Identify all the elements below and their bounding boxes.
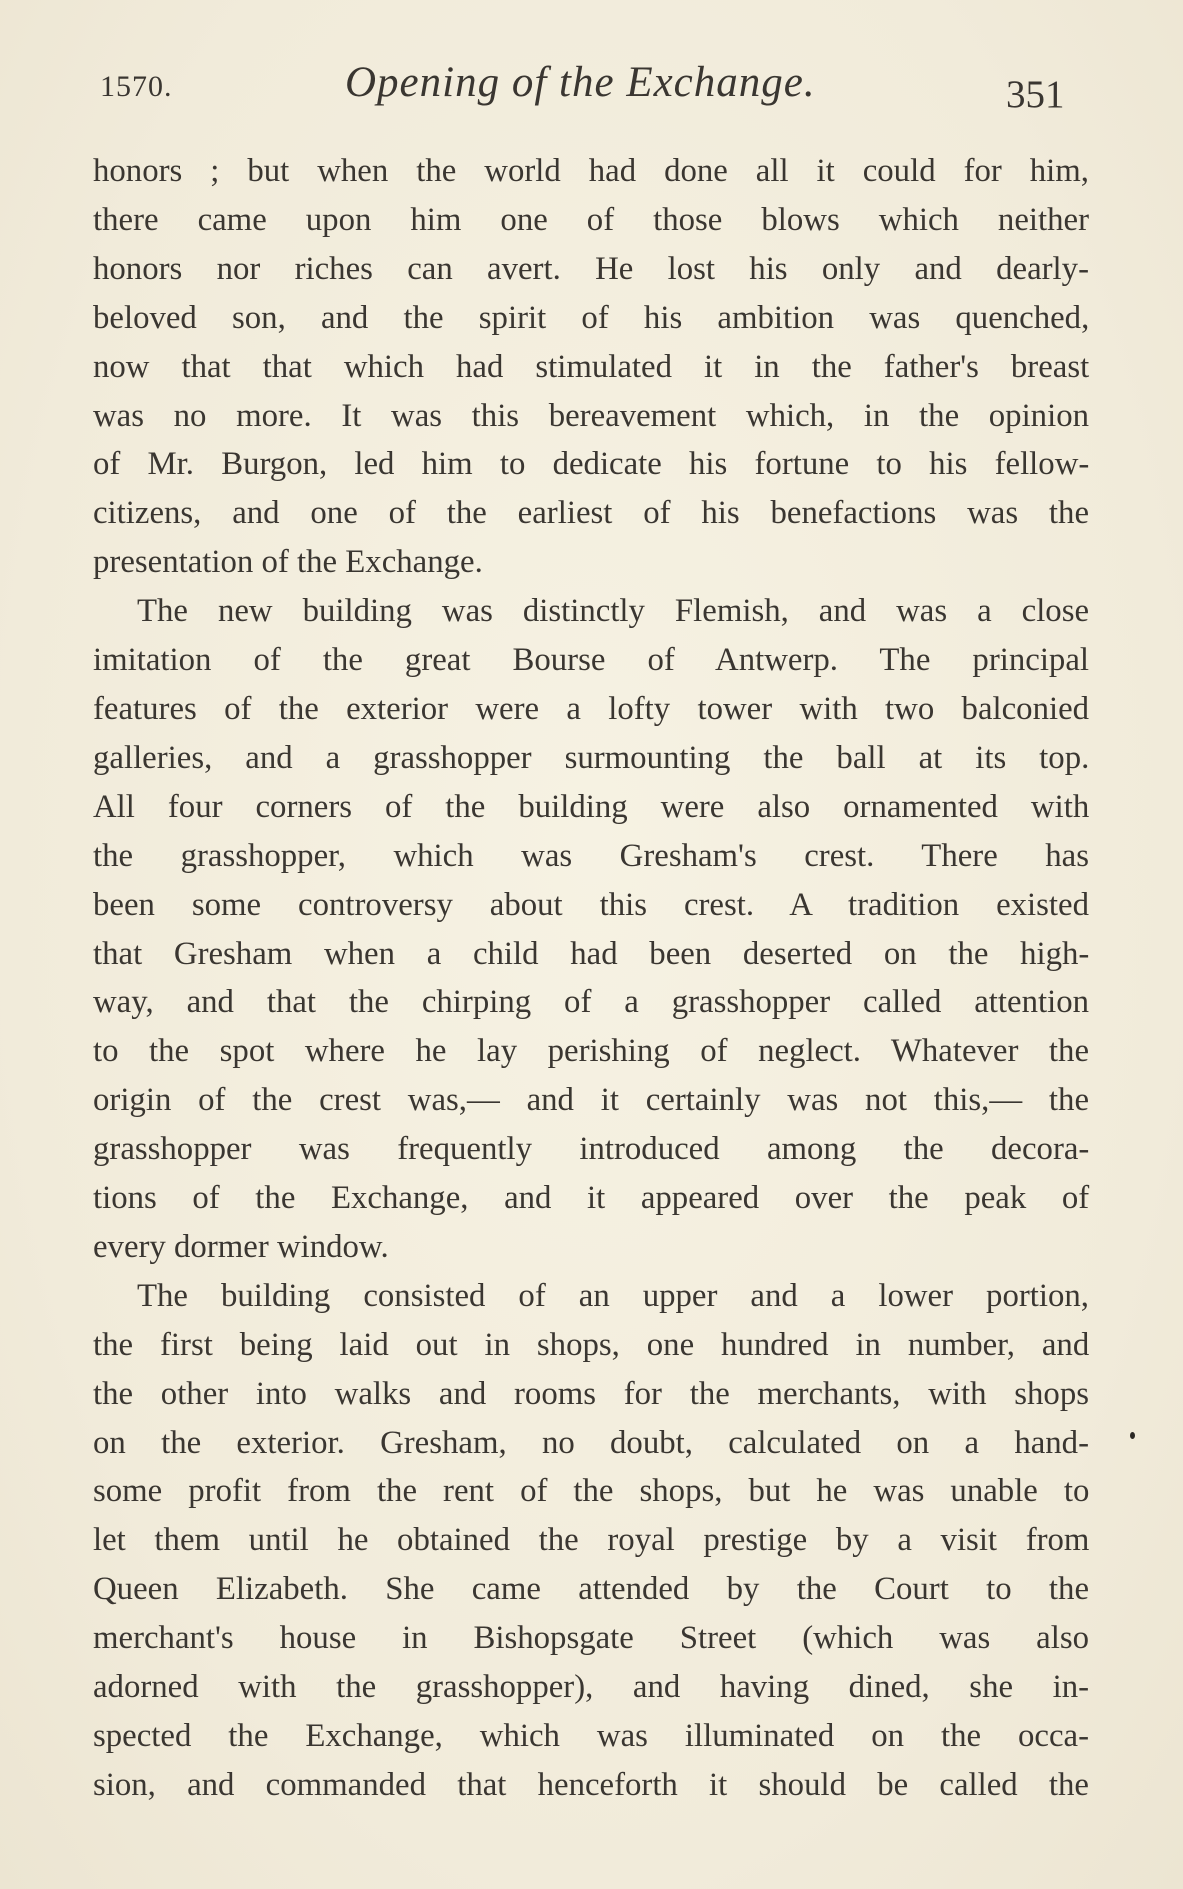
header-year: 1570.: [100, 70, 173, 103]
text-line: The new building was distinctly Flemish, and was a close: [137, 593, 1090, 630]
text-line: spected the Exchange, which was illuminated on the occa-: [93, 1718, 1089, 1754]
text-line: origin of the crest was,— and it certainly was not this,— the: [93, 1082, 1089, 1119]
running-header: [100, 58, 1100, 118]
text-line: was no more. It was this bereavement which, in the opinion: [93, 397, 1089, 434]
text-line: of Mr. Burgon, led him to dedicate his fortune to his fellow-: [93, 446, 1090, 483]
text-line: been some controversy about this crest. A tradition existed: [93, 886, 1089, 923]
text-line: way, and that the chirping of a grasshopper called attention: [93, 984, 1089, 1021]
text-line: Queen Elizabeth. She came attended by the Court to the: [93, 1571, 1089, 1608]
text-line: features of the exterior were a lofty tower with two balconied: [93, 690, 1090, 727]
text-line: sion, and commanded that henceforth it should be called the: [93, 1766, 1089, 1803]
text-line: citizens, and one of the earliest of his benefactions was the: [93, 495, 1089, 532]
text-line: on the exterior. Gresham, no doubt, calculated on a hand-: [93, 1424, 1089, 1461]
ink-speck: [1130, 1432, 1135, 1439]
text-line: the grasshopper, which was Gresham's crest. There has: [93, 837, 1089, 874]
text-line: grasshopper was frequently introduced among the decora-: [93, 1131, 1090, 1168]
text-line: to the spot where he lay perishing of neglect. Whatever the: [93, 1033, 1089, 1070]
text-line: the other into walks and rooms for the merchants, with shops: [93, 1375, 1089, 1412]
text-line: the first being laid out in shops, one hundred in number, and: [93, 1326, 1090, 1363]
text-line: The building consisted of an upper and a lower portion,: [137, 1277, 1089, 1314]
text-line: presentation of the Exchange.: [93, 544, 483, 581]
text-line: some profit from the rent of the shops, but he was unable to: [93, 1473, 1090, 1510]
body-text: [93, 147, 1089, 1810]
text-line: honors nor riches can avert. He lost his only and dearly-: [93, 250, 1089, 287]
text-line: now that that which had stimulated it in the father's breast: [93, 348, 1090, 385]
text-line: imitation of the great Bourse of Antwerp. The principal: [93, 642, 1089, 679]
text-line: honors ; but when the world had done all it could for him,: [93, 153, 1089, 189]
paragraph-2: [93, 587, 1089, 1272]
text-line: adorned with the grasshopper), and having dined, she in-: [93, 1669, 1090, 1706]
text-line: beloved son, and the spirit of his ambition was quenched,: [93, 299, 1090, 336]
paragraph-3: [93, 1272, 1089, 1810]
text-line: merchant's house in Bishopsgate Street (which was also: [93, 1620, 1089, 1657]
text-line: every dormer window.: [93, 1228, 389, 1265]
text-line: All four corners of the building were also ornamented with: [93, 788, 1090, 825]
header-title: Opening of the Exchange.: [345, 59, 816, 106]
text-line: let them until he obtained the royal prestige by a visit from: [93, 1522, 1090, 1559]
text-line: that Gresham when a child had been deserted on the high-: [93, 935, 1090, 972]
paragraph-1: [93, 147, 1089, 587]
text-line: galleries, and a grasshopper surmounting the ball at its top.: [93, 739, 1090, 776]
text-line: there came upon him one of those blows which neither: [93, 201, 1089, 238]
text-line: tions of the Exchange, and it appeared over the peak of: [93, 1180, 1090, 1217]
page-number: 351: [1006, 73, 1065, 116]
